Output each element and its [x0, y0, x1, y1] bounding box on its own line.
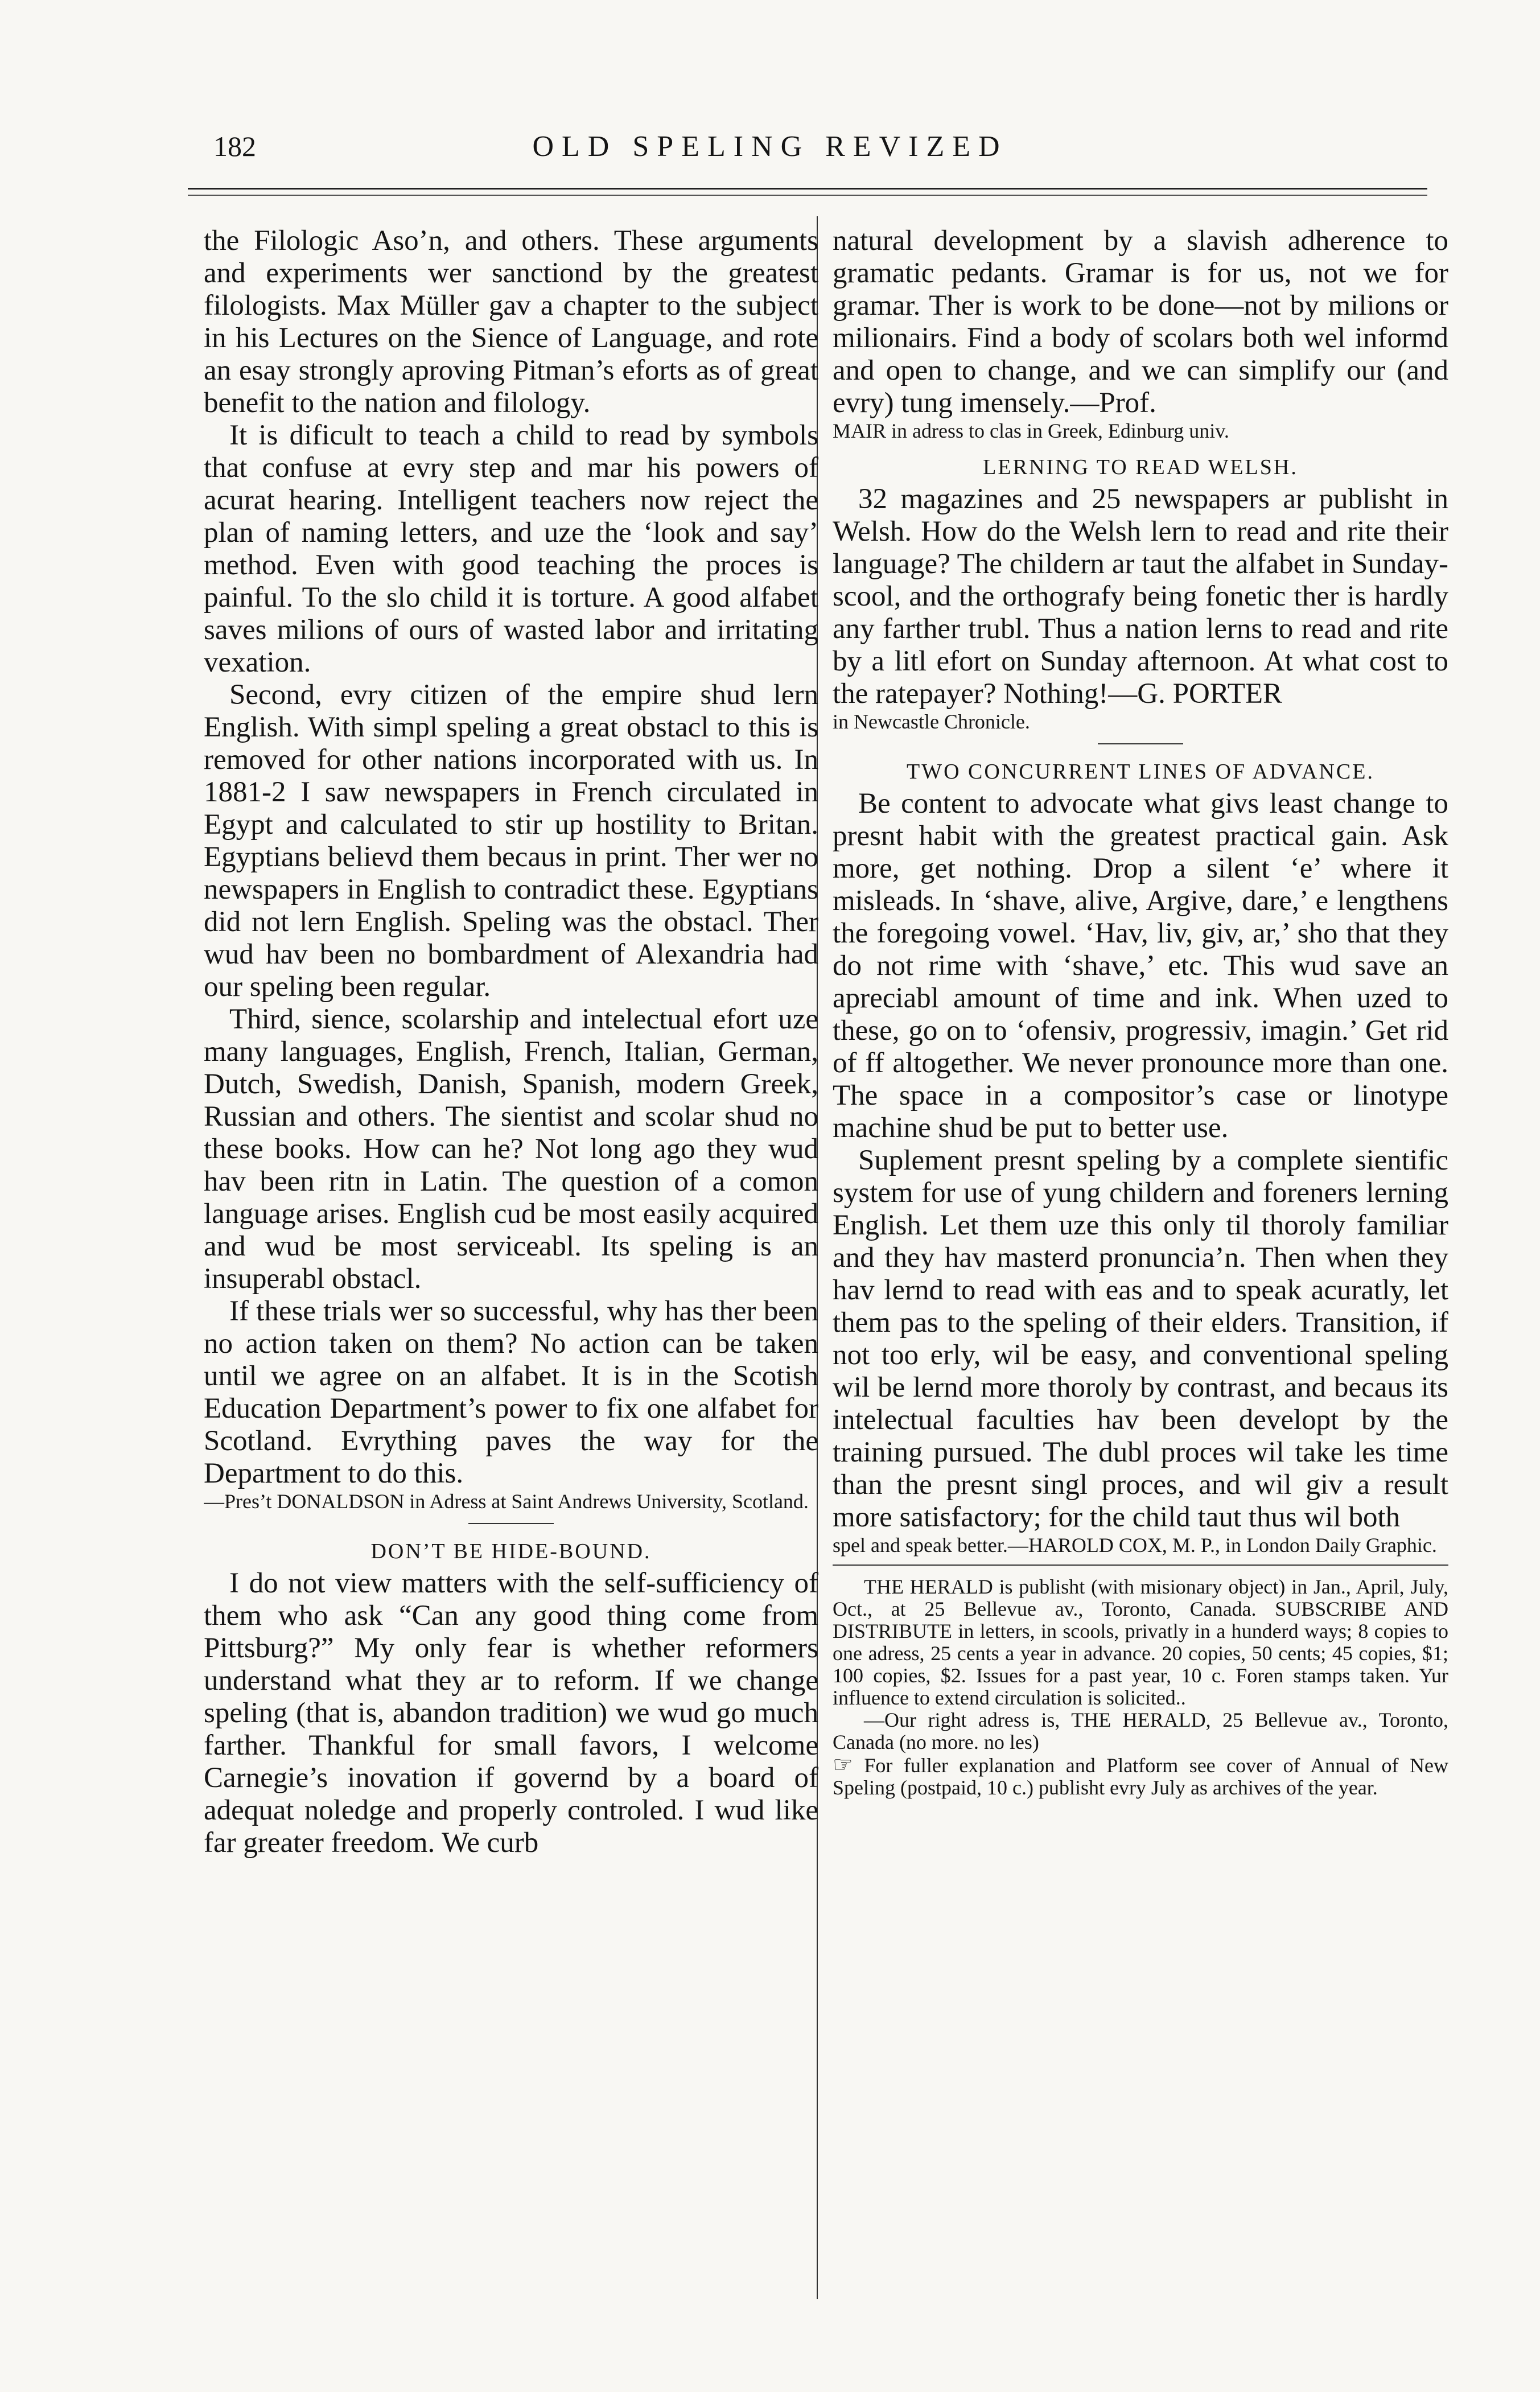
section-divider	[1098, 743, 1183, 744]
left-body	[204, 225, 818, 1490]
pointing-hand-icon: ☞	[833, 1752, 853, 1777]
left-body-2	[204, 1567, 818, 1859]
right-body-2	[833, 483, 1448, 710]
left-paragraph-6: I do not view matters with the self-sufficiency of them who ask “Can any good thing come from Pittsburg?” My only fear is whether reformers understand what they ar to reform. If we change speling (that is, abandon tradition) we wud go much farther. Thankful for small favors, I welcome Carnegie’s inovation if governd by a board of adequat noledge and properly controled. I wud like far greater freedom. We curb	[204, 1567, 818, 1859]
herald-paragraph-1: THE HERALD is publisht (with misionary object) in Jan., April, July, Oct., at 25 Bellevue av., Toronto, Canada. SUBSCRIBE AND DISTRIBUTE in letters, in scools, privatly in a hunderd ways; 8 copies to one adress, 25 cents a year in advance. 20 copies, 50 cents; 45 copies, $1; 100 copies, $2. Issues for a past year, 10 c. Foren stamps taken. Yur influence to extend circulation is solicited..	[833, 1575, 1448, 1709]
herald-paragraph-3	[833, 1753, 1448, 1799]
page-number: 182	[213, 130, 256, 162]
right-column	[833, 225, 1448, 2308]
right-attribution-3: spel and speak better.—HAROLD COX, M. P., in London Daily Graphic.	[833, 1534, 1437, 1557]
header-rule-secondary	[188, 195, 1427, 196]
herald-rule	[833, 1565, 1448, 1566]
left-column	[204, 225, 818, 2308]
running-title: OLD SPELING REVIZED	[532, 130, 1008, 163]
right-paragraph-2: 32 magazines and 25 newspapers ar publisht in Welsh. How do the Welsh lern to read and rite their language? The childern ar taut the alfabet in Sunday-scool, and the orthografy being fonetic ther is hardly any farther trubl. Thus a nation lerns to read and rite by a litl efort on Sunday afternoon. At what cost to the ratepayer? Nothing!—G. PORTER	[833, 483, 1448, 710]
header-rule	[188, 188, 1427, 190]
right-attribution-1: MAIR in adress to clas in Greek, Edinburg univ.	[833, 419, 1229, 442]
herald-notice	[833, 1576, 1448, 1799]
herald-paragraph-3-text: For fuller explanation and Platform see cover of Annual of New Speling (postpaid, 10 c.) publisht evry July as archives of the year.	[833, 1754, 1448, 1799]
herald-paragraph-2: —Our right adress is, THE HERALD, 25 Bellevue av., Toronto, Canada (no more. no les)	[833, 1708, 1448, 1753]
left-paragraph-5: If these trials wer so successful, why has ther been no action taken on them? No action can be taken until we agree on an alfabet. It is in the Scotish Education Department’s power to fix one alfabet for Scotland. Evrything paves the way for the Department to do this.	[204, 1295, 818, 1489]
right-paragraph-1: natural development by a slavish adherence to gramatic pedants. Gramar is for us, not we for gramar. Ther is work to be done—not by milions or milionairs. Find a body of scolars both wel informd and open to change, and we can simplify our (and evry) tung imensely.—Prof.	[833, 225, 1448, 419]
left-attribution: —Pres’t DONALDSON in Adress at Saint Andrews University, Scotland.	[204, 1490, 809, 1513]
section-heading-hide-bound: DON’T BE HIDE-BOUND.	[370, 1539, 652, 1563]
section-divider	[468, 1523, 554, 1524]
left-paragraph-4: Third, sience, scolarship and intelectual efort uze many languages, English, French, Italian, German, Dutch, Swedish, Danish, Spanish, modern Greek, Russian and others. The sientist and scolar shud no these books. How can he? Not long ago they wud hav been ritn in Latin. The question of a comon language arises. English cud be most easily acquired and wud be most serviceabl. Its speling is an insuperabl obstacl.	[204, 1003, 818, 1295]
section-heading-advance: TWO CONCURRENT LINES OF ADVANCE.	[907, 760, 1374, 784]
left-paragraph-1: the Filologic Aso’n, and others. These arguments and experiments wer sanctiond by the greatest filologists. Max Müller gav a chapter to the subject in his Lectures on the Sience of Language, and rote an esay strongly aproving Pitman’s eforts as of great benefit to the nation and filology.	[204, 225, 818, 419]
left-paragraph-3: Second, evry citizen of the empire shud lern English. With simpl speling a great obstacl to this is removed for other nations incorporated with us. In 1881-2 I saw newspapers in French circulated in Egypt and calculated to stir up hostility to Britan. Egyptians believd them becaus in print. Ther wer no newspapers in English to contradict these. Egyptians did not lern English. Speling was the obstacl. Ther wud hav been no bombardment of Alexandria had our speling been regular.	[204, 679, 818, 1003]
section-heading-welsh: LERNING TO READ WELSH.	[983, 455, 1298, 479]
right-paragraph-4: Suplement presnt speling by a complete sientific system for use of yung childern and foreners lerning English. Let them uze this only til thoroly familiar and they hav masterd pronuncia’n. Then when they hav lernd to read with eas and to speak acuratly, let them pas to the speling of their elders. Transition, if not too erly, wil be easy, and conventional speling wil be lernd more thoroly by contrast, and becaus its intelectual faculties hav been developt by the training pursued. The dubl proces wil take les time than the presnt singl proces, and wil giv a result more satisfactory; for the child taut thus wil both	[833, 1144, 1448, 1533]
right-attribution-2: in Newcastle Chronicle.	[833, 710, 1030, 733]
right-body	[833, 225, 1448, 419]
right-paragraph-3: Be content to advocate what givs least change to presnt habit with the greatest practical gain. Ask more, get nothing. Drop a silent ‘e’ where it misleads. In ‘shave, alive, Argive, dare,’ e lengthens the foregoing vowel. ‘Hav, liv, giv, ar,’ sho that they do not rime with ‘shave,’ etc. This wud save an apreciabl amount of time and ink. When uzed to these, go on to ‘ofensiv, progressiv, imagin.’ Get rid of ff altogether. We never pronounce more than one. The space in a compositor’s case or linotype machine shud be put to better use.	[833, 788, 1448, 1144]
right-body-3	[833, 788, 1448, 1534]
page-header	[0, 130, 1540, 187]
left-paragraph-2: It is dificult to teach a child to read by symbols that confuse at evry step and mar his powers of acurat hearing. Intelligent teachers now reject the plan of naming letters, and uze the ‘look and say’ method. Even with good teaching the proces is painful. To the slo child it is torture. A good alfabet saves milions of ours of wasted labor and irritating vexation.	[204, 419, 818, 678]
